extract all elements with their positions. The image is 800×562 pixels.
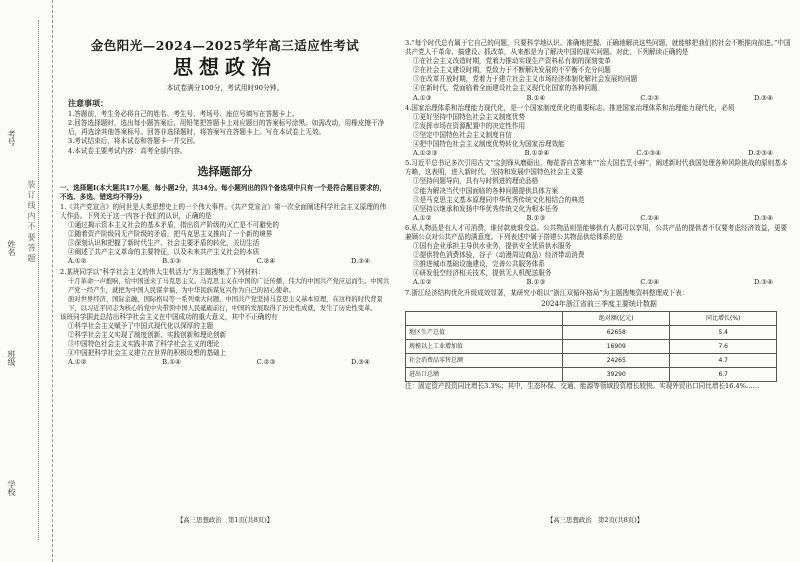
question-1 (60, 203, 390, 267)
question-5 (405, 159, 793, 223)
question-stem: 7.浙江经济结构优化升级成效显著，某研究小组以“浙江双循环格局”为主题搜集资料整理成下表： (405, 288, 689, 297)
table-header: 绝对额(亿元) (563, 311, 670, 325)
question-option: ③深刻认识和把握了新时代生产、社会主要矛盾的转化，关切生活 (68, 239, 260, 248)
question-quote: 面对世界经济、国际金融、国际格局等一系列重大问题，中国共产党坚持马克思主义基本原理，在这样的时代背景下，以习近平同志为核心的党中央带领中国人民砥砺前行，中国的发展取得了历史性成就，发生了历史性变革。 (68, 295, 383, 312)
answer-choices (405, 94, 793, 103)
binding-label-name: 姓名 (7, 240, 16, 256)
question-option: ③坚定中国特色社会主义制度自信 (413, 130, 512, 139)
choice-a: A.①② (68, 257, 87, 266)
table-cell: 6.7 (670, 367, 777, 381)
binding-warning-text: 装 订 线 内 不 要 答 题 (27, 180, 36, 262)
table-title: 2024年浙江省前三季度主要统计数据 (541, 299, 657, 308)
section-title: 选择题部分 (197, 164, 253, 178)
table-cell: 16909 (563, 339, 670, 353)
question-option: ①在社会主义改造时期，党着力推动实现生产资料私有制的深刻变革 (413, 57, 611, 66)
question-option: ②在社会主义建设时期，党致力于不断解决发展的不平衡不充分问题 (413, 66, 611, 75)
table-cell: 39290 (563, 367, 670, 381)
question-7 (405, 289, 793, 391)
choice-b: B.①③ (526, 278, 546, 287)
question-option: ②能为解决当代中国面临的各种问题提供具体方案 (413, 186, 559, 195)
exam-title: 金色阳光—2024—2025学年高三适应性考试 (90, 38, 360, 53)
question-option: ③在改革开放时期，党着力于建立社会主义市场经济体制化解社会发展的问题 (413, 75, 638, 84)
choice-c: C.①③④ (636, 149, 662, 158)
table-row (406, 353, 777, 367)
answer-choices (405, 149, 793, 158)
choice-b: B.①④ (162, 358, 182, 367)
choice-a: A.①② (413, 213, 432, 222)
choice-a: A.①③ (413, 93, 432, 102)
question-stem: 5.习近平总书记多次引用古文“宝剑锋从磨砺出，梅花香自苦寒来”“治大国若烹小鲜”，阐述新时代我国处理各种风险挑战的原则基本方略，这表明，进入新时代，坚持和发展中国特色社会主义要 (405, 159, 788, 177)
table-cell: 5.4 (670, 325, 777, 339)
question-option: ②发挥市场在资源配置中的决定性作用 (413, 121, 526, 130)
question-option: ③中国特色社会主义实践丰富了科学社会主义的理论 (68, 340, 220, 349)
table-cell: 7.6 (670, 339, 777, 353)
table-row (406, 325, 777, 339)
binding-dotted-line (38, 20, 45, 540)
choice-d: D.②③④ (748, 149, 773, 158)
question-2 (60, 268, 390, 368)
choice-c: C.②③ (640, 93, 660, 102)
question-option: ④中国把科学社会主义建立在世界的积极设想的基础上 (68, 349, 227, 358)
question-6 (405, 224, 793, 288)
exam-meta: 本试卷满分100分，考试用时90分钟。 (166, 84, 284, 92)
question-option: ②科学社会主义实现了制度创新、实践创新和理论创新 (68, 331, 227, 340)
right-column (405, 38, 793, 391)
question-option: ④把中国特色社会主义制度优势转化为国家治理效能 (413, 140, 565, 149)
notice-title: 注意事项： (68, 98, 108, 109)
table-cell: 进出口总额 (406, 367, 563, 381)
table-cell: 规模以上工业增加值 (406, 339, 563, 353)
left-column (60, 38, 390, 368)
table-cell: 社会消费品零售总额 (406, 353, 563, 367)
table-row (406, 339, 777, 353)
answer-choices (60, 358, 390, 367)
question-option: ④坚持以继承和发扬中华优秀传统文化为根本任务 (413, 204, 559, 213)
binding-label-school: 学校 (7, 480, 16, 496)
question-3 (405, 39, 793, 103)
answer-choices (60, 257, 390, 266)
table-cell: 62658 (563, 325, 670, 339)
question-option: ①更好坚持中国特色社会主义制度优势 (413, 112, 526, 121)
choice-b: B.①④ (526, 93, 546, 102)
section-intro: 一、选择题Ⅰ(本大题共17小题，每小题2分，共34分。每小题列出的四个备选项中只有一个是符合题目要求的，不选、多选、错选均不得分) (60, 183, 386, 201)
table-header: 同比增长(%) (670, 311, 777, 325)
choice-b: B.①③ (526, 213, 546, 222)
question-followup: 该班同学据此总结出科学社会主义在中国成功的重大意义，其中不正确的有 (60, 312, 278, 321)
question-stem: 4.国家治理体系和治理能力现代化，是一个国家制度优化的重要标志。推进国家治理体系和治理能力现代化，必须 (405, 103, 735, 112)
choice-b: B.①③ (162, 257, 182, 266)
notice-item: 2.回答选择题时，选出每小题答案后，用铅笔把答题卡上对应题目的答案标号涂黑。如需改动，用橡皮擦干净后，再选涂其他答案标号。回答非选择题时，将答案写在答题卡上。写在本试卷上无效。 (68, 119, 385, 137)
choice-b: B.①②④ (524, 149, 550, 158)
subject-title: 思想政治 (173, 55, 277, 79)
question-stem: 3.“每个时代总有属于它自己的问题，只要科学地认识、准确地把握、正确地解决这些问题，就能够把我们的社会不断推向前进。”中国共产党人干革命、搞建设、抓改革，从来都是为了解决中国的现实问题。对此，下列解读正确的是 (405, 39, 791, 57)
choice-d: D.③④ (351, 257, 370, 266)
question-option: ②提供特色消费体验，谷子（动漫周边商品）经济带动消费 (413, 251, 585, 260)
binding-margin (0, 0, 53, 562)
binding-label-exam-number: 考号 (7, 130, 16, 146)
question-option: ①通过揭示资本主义社会的基本矛盾，指出资产阶级的灭亡是不可避免的 (68, 221, 279, 230)
table-cell: 地区生产总值 (406, 325, 563, 339)
question-option: ①坚持问题导向，具有与时俱进的理论品格 (413, 177, 539, 186)
choice-a: A.①②③ (413, 149, 438, 158)
question-option: ①国有企业承担主导供水业务，提供安全优质供水服务 (413, 242, 572, 251)
question-stem: 2.某班同学以“科学社会主义的伟大生机活力”为主题搜集了下列材料： (60, 267, 265, 276)
choice-c: C.②④ (256, 257, 276, 266)
question-option: ①科学社会主义赋予了中国式现代化以深厚的主题 (68, 322, 214, 331)
choice-d: D.②④ (754, 93, 773, 102)
choice-d: D.③④ (754, 278, 773, 287)
choice-c: C.②③ (256, 358, 276, 367)
page-footer-right: 【高三思想政治 第2页(共8页)】 (546, 516, 644, 524)
choice-c: C.②④ (640, 278, 660, 287)
table-cell: 4.7 (670, 353, 777, 367)
question-option: ③是马克思主义基本原理同中华优秀传统文化相结合的典范 (413, 195, 585, 204)
notice-item: 3.考试结束后，将本试卷和答题卡一并交回。 (68, 137, 200, 146)
question-stem: 6.私人物品是有人才可消费，谁付款就谁受益。公共物品则是能够供有人都可以享用，公共产品的提供者不仅要考虑经济效益，更要兼顾公众对公共产品的满意度。下列表述中属于搭建公共物品供给体系的是 (405, 223, 788, 241)
choice-a: A.①② (413, 278, 432, 287)
table-row (406, 367, 777, 381)
question-option: ④研发低空经济相关技术，提供无人机配送服务 (413, 269, 552, 278)
choice-c: C.②④ (640, 213, 660, 222)
choice-d: D.③④ (754, 213, 773, 222)
table-header (406, 311, 563, 325)
notice-item: 4.本试卷主要考试内容：高考全部内容。 (68, 146, 187, 155)
binding-label-class: 班级 (7, 350, 16, 366)
question-option: ②随着资产阶级同无产阶级的矛盾，把马克思主义推向了一个新的境界 (68, 230, 273, 239)
table-note: 注：固定资产投资同比增长3.3%；其中，生态环保、交通、能源等领域投资增长较快。实现外贸出口同比增长16.4%…… (405, 381, 760, 390)
answer-choices (405, 278, 793, 287)
table-header-row (406, 311, 777, 325)
statistics-table (405, 311, 777, 382)
question-option: ④阐述了共产主义革命的主要特征，以及未来共产主义社会的本质 (68, 248, 260, 257)
table-cell: 24265 (563, 353, 670, 367)
page-footer-left: 【高三思想政治 第1页(共8页)】 (176, 516, 274, 524)
question-option: ③推进城市基础设施建设，完善公共服务体系 (413, 260, 545, 269)
choice-d: D.③④ (351, 358, 370, 367)
question-option: ④在新时代，党面临着全面建设社会主义现代化国家的各种问题 (413, 84, 598, 93)
notice-item: 1.答题前，考生务必将自己的姓名、考生号、考场号、座位号填写在答题卡上。 (68, 110, 299, 119)
question-stem: 1.《共产党宣言》的问世是人类思想史上的一个伟大事件。《共产党宣言》第一次全面阐述科学社会主义原理的伟大作品。下列关于这一内容于我们的认识，正确的是 (60, 202, 387, 220)
question-quote: 十月革命一声炮响，给中国送来了马克思主义。马克思主义在中国的广泛传播，伟大的中国共产党应运而生。中国共产党一经产生，就把为中国人民谋幸福、为中华民族谋复兴作为自己的初心使命。 (68, 277, 390, 294)
question-4 (405, 104, 793, 159)
choice-a: A.①② (68, 358, 87, 367)
answer-choices (405, 214, 793, 223)
